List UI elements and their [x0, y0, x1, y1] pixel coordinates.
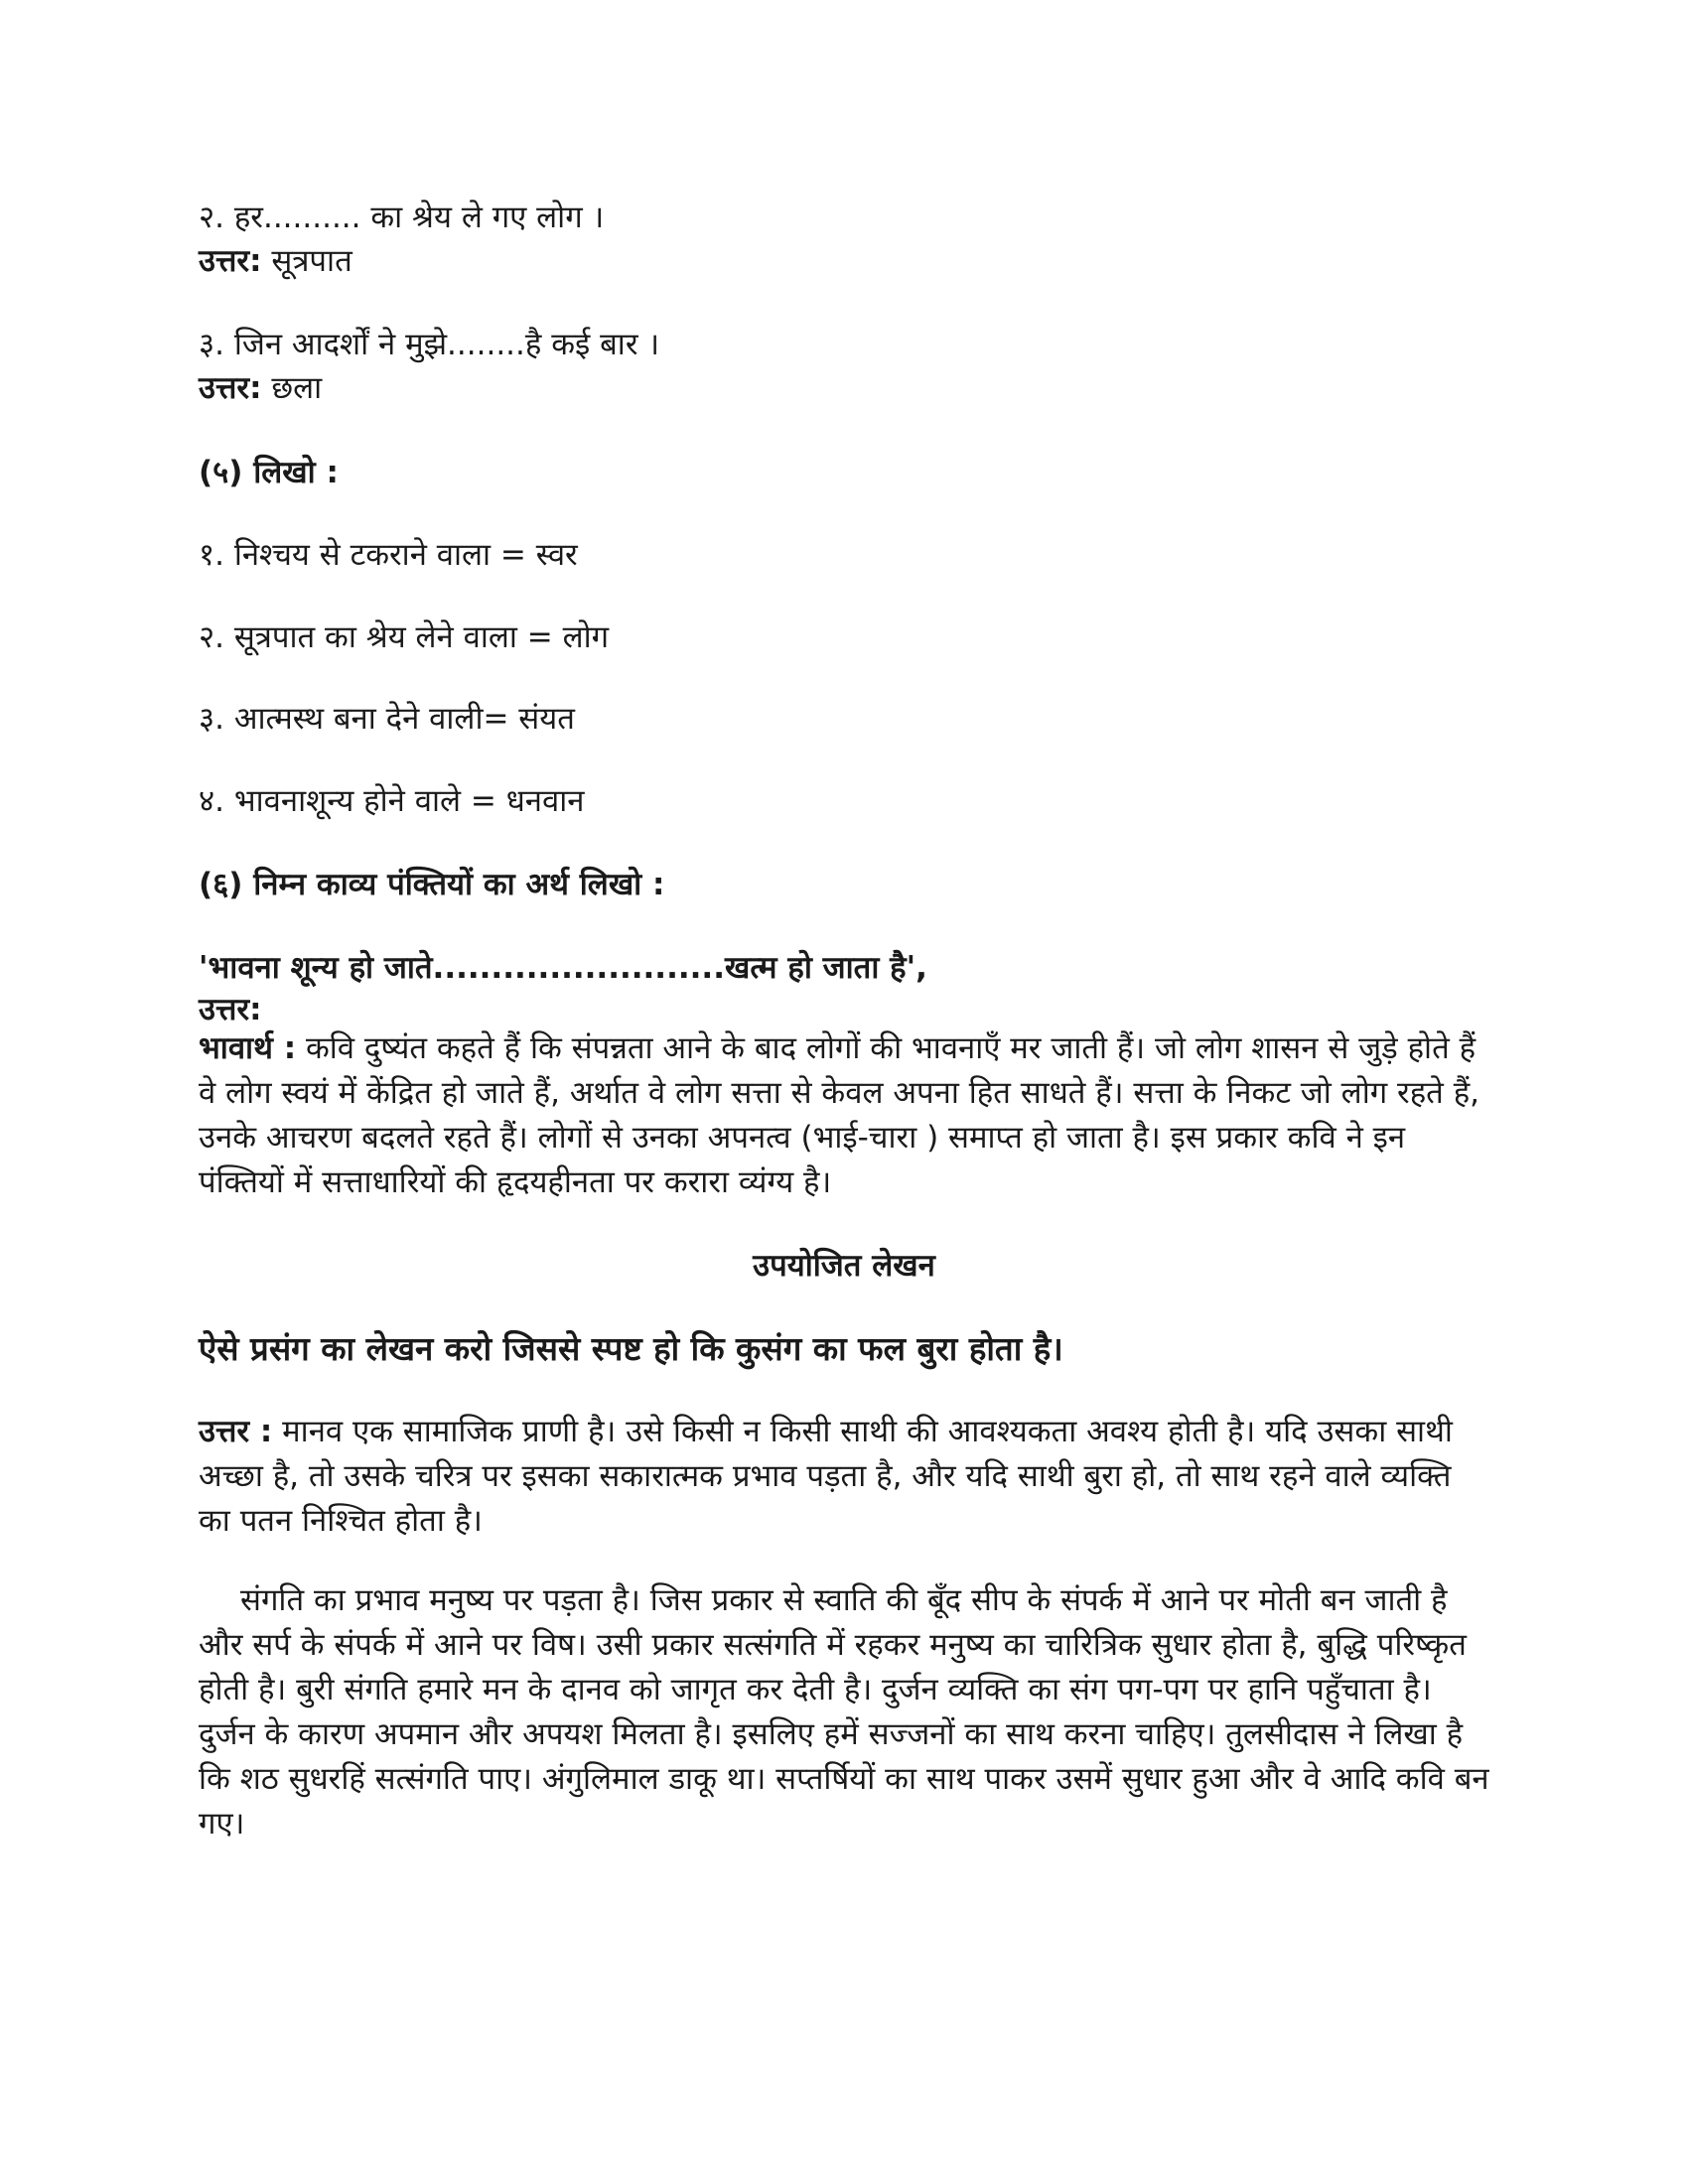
answer-value: छला — [271, 370, 323, 406]
bhavarth-text: कवि दुष्यंत कहते हैं कि संपन्नता आने के बाद लोगों की भावनाएँ मर जाती हैं। जो लोग शासन से जुड़े होते हैं वे लोग स्वयं में केंद्रित हो जाते हैं, अर्थात वे लोग सत्ता से केवल अपना हित साधते हैं। सत्ता के निकट जो लोग रहते हैं, उनके आचरण बदलते रहते हैं। लोगों से उनका अपनत्व (भाई-चारा ) समाप्त हो जाता है। इस प्रकार कवि ने इन पंक्तियों में सत्ताधारियों की हृदयहीनता पर करारा व्यंग्य है। — [199, 1030, 1480, 1200]
question-3: ३. जिन आदर्शों ने मुझे........है कई बार । — [199, 327, 660, 362]
question-2: २. हर.......... का श्रेय ले गए लोग । — [199, 200, 605, 235]
bhavarth-paragraph — [199, 1026, 1489, 1205]
section-title: उपयोजित लेखन — [753, 1248, 935, 1284]
section-5-heading: (५) लिखो : — [199, 455, 339, 490]
answer-3 — [199, 367, 322, 409]
answer-value: सूत्रपात — [271, 243, 352, 279]
section-5-item: ३. आत्मस्थ बना देने वाली= संयत — [199, 701, 575, 737]
answer-paragraph-2: संगति का प्रभाव मनुष्य पर पड़ता है। जिस प्रकार से स्वाति की बूँद सीप के संपर्क में आने पर मोती बन जाती है और सर्प के संपर्क में आने पर विष। उसी प्रकार सत्संगति में रहकर मनुष्य का चारित्रिक सुधार होता है, बुद्धि परिष्कृत होती है। बुरी संगति हमारे मन के दानव को जागृत कर देती है। दुर्जन व्यक्ति का संग पग-पग पर हानि पहुँचाता है। दुर्जन के कारण अपमान और अपयश मिलता है। इसलिए हमें सज्जनों का साथ करना चाहिए। तुलसीदास ने लिखा है कि शठ सुधरहिं सत्संगति पाए। अंगुलिमाल डाकू था। सप्तर्षियों का साथ पाकर उसमें सुधार हुआ और वे आदि कवि बन गए। — [199, 1582, 1489, 1842]
section-6-heading: (६) निम्न काव्य पंक्तियों का अर्थ लिखो : — [199, 867, 665, 902]
section-5-item: १. निश्चय से टकराने वाला = स्वर — [199, 537, 578, 573]
answer-label: उत्तर: — [199, 243, 262, 279]
section-5-item: २. सूत्रपात का श्रेय लेने वाला = लोग — [199, 619, 610, 655]
answer-label: उत्तर : — [199, 1414, 273, 1449]
section-5-item: ४. भावनाशून्य होने वाले = धनवान — [199, 783, 585, 819]
answer-2 — [199, 240, 352, 282]
answer-label: उत्तर: — [199, 992, 262, 1027]
answer-label: उत्तर: — [199, 370, 262, 406]
poem-quote: 'भावना शून्य हो जाते.........................खत्म हो जाता है', — [199, 950, 927, 986]
writing-question: ऐसे प्रसंग का लेखन करो जिससे स्पष्ट हो कि कुसंग का फल बुरा होता है। — [199, 1329, 1063, 1368]
answer-text: मानव एक सामाजिक प्राणी है। उसे किसी न किसी साथी की आवश्यकता अवश्य होती है। यदि उसका साथी अच्छा है, तो उसके चरित्र पर इसका सकारात्मक प्रभाव पड़ता है, और यदि साथी बुरा हो, तो साथ रहने वाले व्यक्ति का पतन निश्चित होता है। — [199, 1414, 1453, 1539]
answer-paragraph-1 — [199, 1410, 1489, 1544]
bhavarth-label: भावार्थ : — [199, 1030, 297, 1066]
